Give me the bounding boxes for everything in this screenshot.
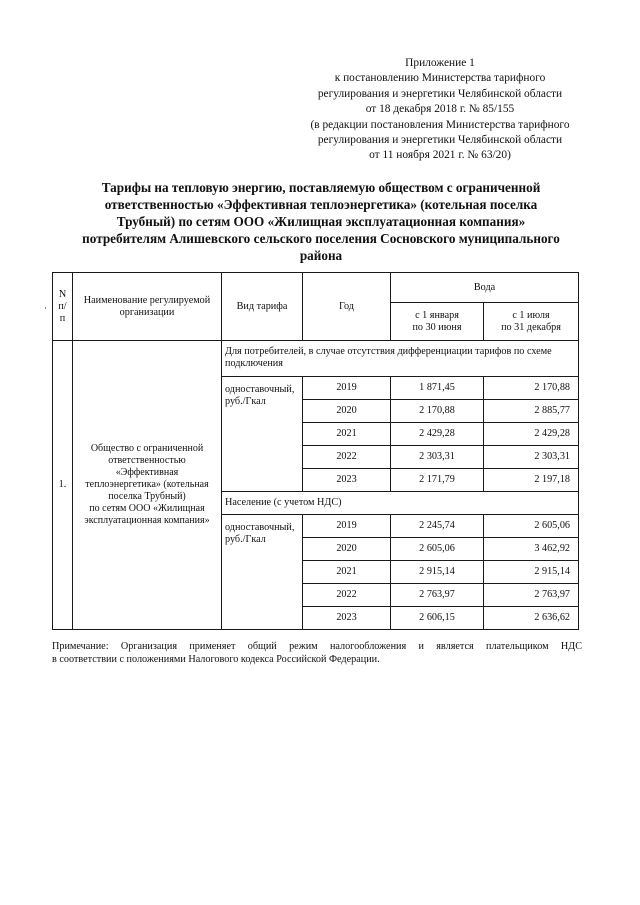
- header-organization: Наименование регулируемой организации: [73, 273, 222, 341]
- appendix-line: регулирования и энергетики Челябинской области: [317, 134, 563, 147]
- organization-line: «Эффективная: [115, 467, 179, 478]
- value-h2-cell: 2 429,28: [484, 423, 579, 446]
- group-label: Для потребителей, в случае отсутствия дифференциации тарифов по схеме подключения: [222, 341, 579, 377]
- tariff-type-line: одноставочный,: [225, 384, 295, 395]
- footnote: [52, 640, 582, 666]
- year-cell: 2019: [303, 515, 391, 538]
- value-h2-cell: 2 763,97: [484, 584, 579, 607]
- value-h2-cell: 2 636,62: [484, 607, 579, 630]
- value-h2-cell: 2 170,88: [484, 377, 579, 400]
- footnote-line-2: в соответствии с положениями Налогового кодекса Российской Федерации.: [52, 654, 380, 665]
- margin-mark: ·: [44, 303, 47, 313]
- title-line: района: [299, 248, 343, 263]
- value-h1-cell: 2 605,06: [391, 538, 484, 561]
- title-line: Трубный) по сетям ООО «Жилищная эксплуатационная компания»: [116, 214, 526, 229]
- value-h2-cell: 3 462,92: [484, 538, 579, 561]
- header-period-1-to: по 30 июня: [412, 321, 462, 333]
- tariff-table: [52, 272, 579, 630]
- value-h2-cell: 2 605,06: [484, 515, 579, 538]
- year-cell: 2020: [303, 538, 391, 561]
- header-period-2: [484, 303, 579, 341]
- tariff-type-line: одноставочный,: [225, 522, 295, 533]
- title-line: Тарифы на тепловую энергию, поставляемую обществом с ограниченной: [101, 180, 541, 195]
- value-h2-cell: 2 303,31: [484, 446, 579, 469]
- value-h1-cell: 2 303,31: [391, 446, 484, 469]
- organization-line: по сетям ООО «Жилищная: [89, 503, 205, 514]
- value-h1-cell: 2 606,15: [391, 607, 484, 630]
- year-cell: 2023: [303, 469, 391, 492]
- value-h1-cell: 1 871,45: [391, 377, 484, 400]
- organization-line: поселка Трубный): [108, 491, 186, 502]
- year-cell: 2023: [303, 607, 391, 630]
- header-number-bottom: п/п: [58, 300, 67, 324]
- organization-name: [73, 341, 222, 630]
- appendix-line: регулирования и энергетики Челябинской области: [317, 87, 563, 100]
- row-number: 1.: [53, 341, 73, 630]
- value-h2-cell: 2 915,14: [484, 561, 579, 584]
- document-title: [30, 179, 612, 264]
- header-tariff-type: Вид тарифа: [222, 273, 303, 341]
- value-h1-cell: 2 763,97: [391, 584, 484, 607]
- appendix-line: от 11 ноября 2021 г. № 63/20): [369, 149, 511, 162]
- tariff-type-cell: [222, 377, 303, 492]
- value-h1-cell: 2 170,88: [391, 400, 484, 423]
- year-cell: 2021: [303, 423, 391, 446]
- header-water: Вода: [391, 273, 579, 303]
- title-line: ответственностью «Эффективная теплоэнергетика» (котельная поселка: [104, 197, 538, 212]
- tariff-type-line: руб./Гкал: [225, 534, 266, 545]
- organization-line: эксплуатационная компания»: [84, 515, 210, 526]
- value-h1-cell: 2 245,74: [391, 515, 484, 538]
- value-h1-cell: 2 915,14: [391, 561, 484, 584]
- header-period-2-to: по 31 декабря: [501, 321, 561, 333]
- header-period-1: [391, 303, 484, 341]
- organization-line: Общество с ограниченной: [90, 443, 204, 454]
- appendix-line: Приложение 1: [405, 57, 475, 69]
- tariff-type-cell: [222, 515, 303, 630]
- value-h1-cell: 2 171,79: [391, 469, 484, 492]
- group-label: Население (с учетом НДС): [222, 492, 579, 515]
- organization-line: теплоэнергетика» (котельная: [85, 479, 209, 490]
- year-cell: 2022: [303, 446, 391, 469]
- year-cell: 2020: [303, 400, 391, 423]
- appendix-header: [290, 56, 590, 164]
- year-cell: 2019: [303, 377, 391, 400]
- header-number-top: N: [58, 288, 67, 300]
- header-number: [53, 273, 73, 341]
- organization-line: ответственностью: [108, 455, 186, 466]
- value-h2-cell: 2 197,18: [484, 469, 579, 492]
- header-period-1-from: с 1 января: [415, 309, 459, 321]
- tariff-type-line: руб./Гкал: [225, 396, 266, 407]
- header-period-2-from: с 1 июля: [512, 309, 550, 321]
- year-cell: 2022: [303, 584, 391, 607]
- title-line: потребителям Алишевского сельского поселения Сосновского муниципального: [82, 231, 560, 246]
- appendix-line: от 18 декабря 2018 г. № 85/155: [365, 103, 515, 116]
- appendix-line: к постановлению Министерства тарифного: [334, 72, 546, 85]
- year-cell: 2021: [303, 561, 391, 584]
- appendix-line: (в редакции постановления Министерства тарифного: [310, 118, 570, 131]
- value-h1-cell: 2 429,28: [391, 423, 484, 446]
- value-h2-cell: 2 885,77: [484, 400, 579, 423]
- header-year: Год: [303, 273, 391, 341]
- footnote-line-1: Примечание: Организация применяет общий режим налогообложения и является плательщиком НДС: [52, 641, 582, 652]
